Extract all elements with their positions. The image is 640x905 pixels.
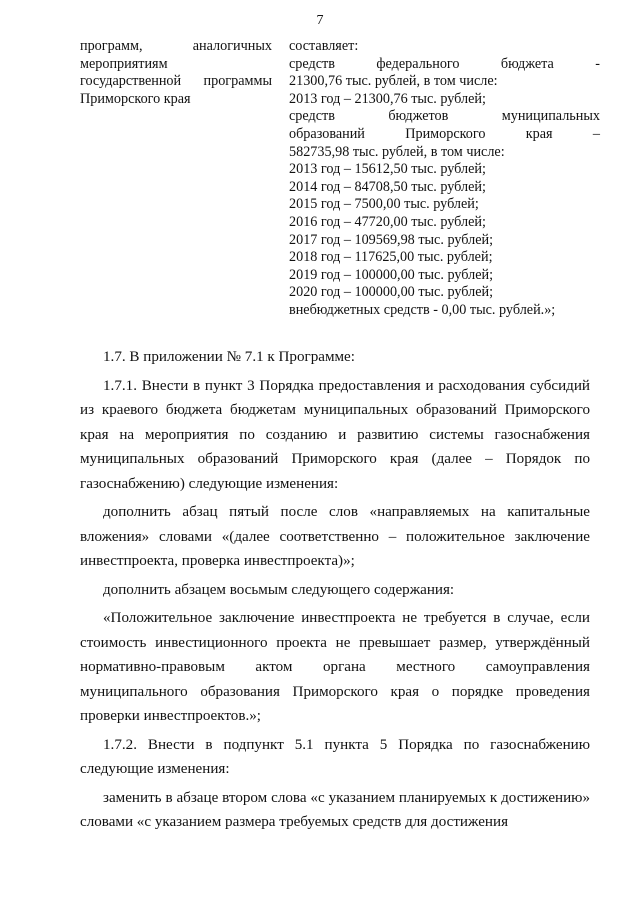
label-line: программ, аналогичных (80, 38, 272, 54)
value-line: 2014 год – 84708,50 тыс. рублей; (289, 178, 486, 195)
value-line: 2013 год – 15612,50 тыс. рублей; (289, 161, 486, 178)
value-line: 2019 год – 100000,00 тыс. рублей; (289, 266, 494, 283)
value-line: 2015 год – 7500,00 тыс. рублей; (289, 196, 479, 213)
value-line: 21300,76 тыс. рублей, в том числе: (289, 73, 498, 90)
value-line: 582735,98 тыс. рублей, в том числе: (289, 143, 505, 160)
page-number: 7 (316, 13, 324, 28)
value-line: 2017 год – 109569,98 тыс. рублей; (289, 231, 494, 248)
value-line: 2018 год – 117625,00 тыс. рублей; (289, 249, 493, 266)
label-line: мероприятиям (80, 55, 168, 72)
value-line: образований Приморского края – (289, 125, 600, 142)
paragraph: 1.7.2. Внести в подпункт 5.1 пункта 5 Порядка по газоснабжению следующие изменения: (80, 736, 590, 777)
value-line: внебюджетных средств - 0,00 тыс. рублей.»; (289, 301, 556, 318)
paragraph: 1.7.1. Внести в пункт 3 Порядка предоставления и расходования субсидий из краевого бюджета бюджетам муниципальных образований Приморского края на мероприятия по созданию и развитию системы газоснабжения муниципальных образований Приморского края (далее – Порядок по газоснабжению) следующие изменения: (80, 377, 590, 492)
value-line: средств федерального бюджета - (289, 55, 600, 72)
paragraph: «Положительное заключение инвестпроекта не требуется в случае, если стоимость инвестиционного проекта не превышает размер, утверждённый нормативно-правовым актом органа местного самоуправления муниципального образования Приморского края о порядке проведения проверки инвестпроектов.»; (80, 610, 590, 724)
value-line: 2013 год – 21300,76 тыс. рублей; (289, 90, 486, 107)
label-line: Приморского края (80, 90, 191, 107)
section-heading: 1.7. В приложении № 7.1 к Программе: (103, 349, 355, 365)
value-line: 2016 год – 47720,00 тыс. рублей; (289, 213, 486, 230)
funding-table-value-column (289, 38, 600, 320)
value-line: составляет: (289, 38, 359, 54)
paragraph: заменить в абзаце втором слова «с указанием планируемых к достижению» словами «с указанием размера требуемых средств для достижения (80, 789, 590, 830)
value-line: 2020 год – 100000,00 тыс. рублей; (289, 284, 494, 301)
paragraph: дополнить абзац пятый после слов «направляемых на капитальные вложения» словами «(далее соответственно – положительное заключение инвестпроекта, проверка инвестпроекта)»; (80, 504, 590, 569)
document-body (80, 345, 590, 835)
value-line: средств бюджетов муниципальных (289, 108, 600, 125)
paragraph: дополнить абзацем восьмым следующего содержания: (103, 581, 455, 598)
funding-table-label-column (80, 38, 272, 108)
label-line: государственной программы (80, 73, 272, 90)
